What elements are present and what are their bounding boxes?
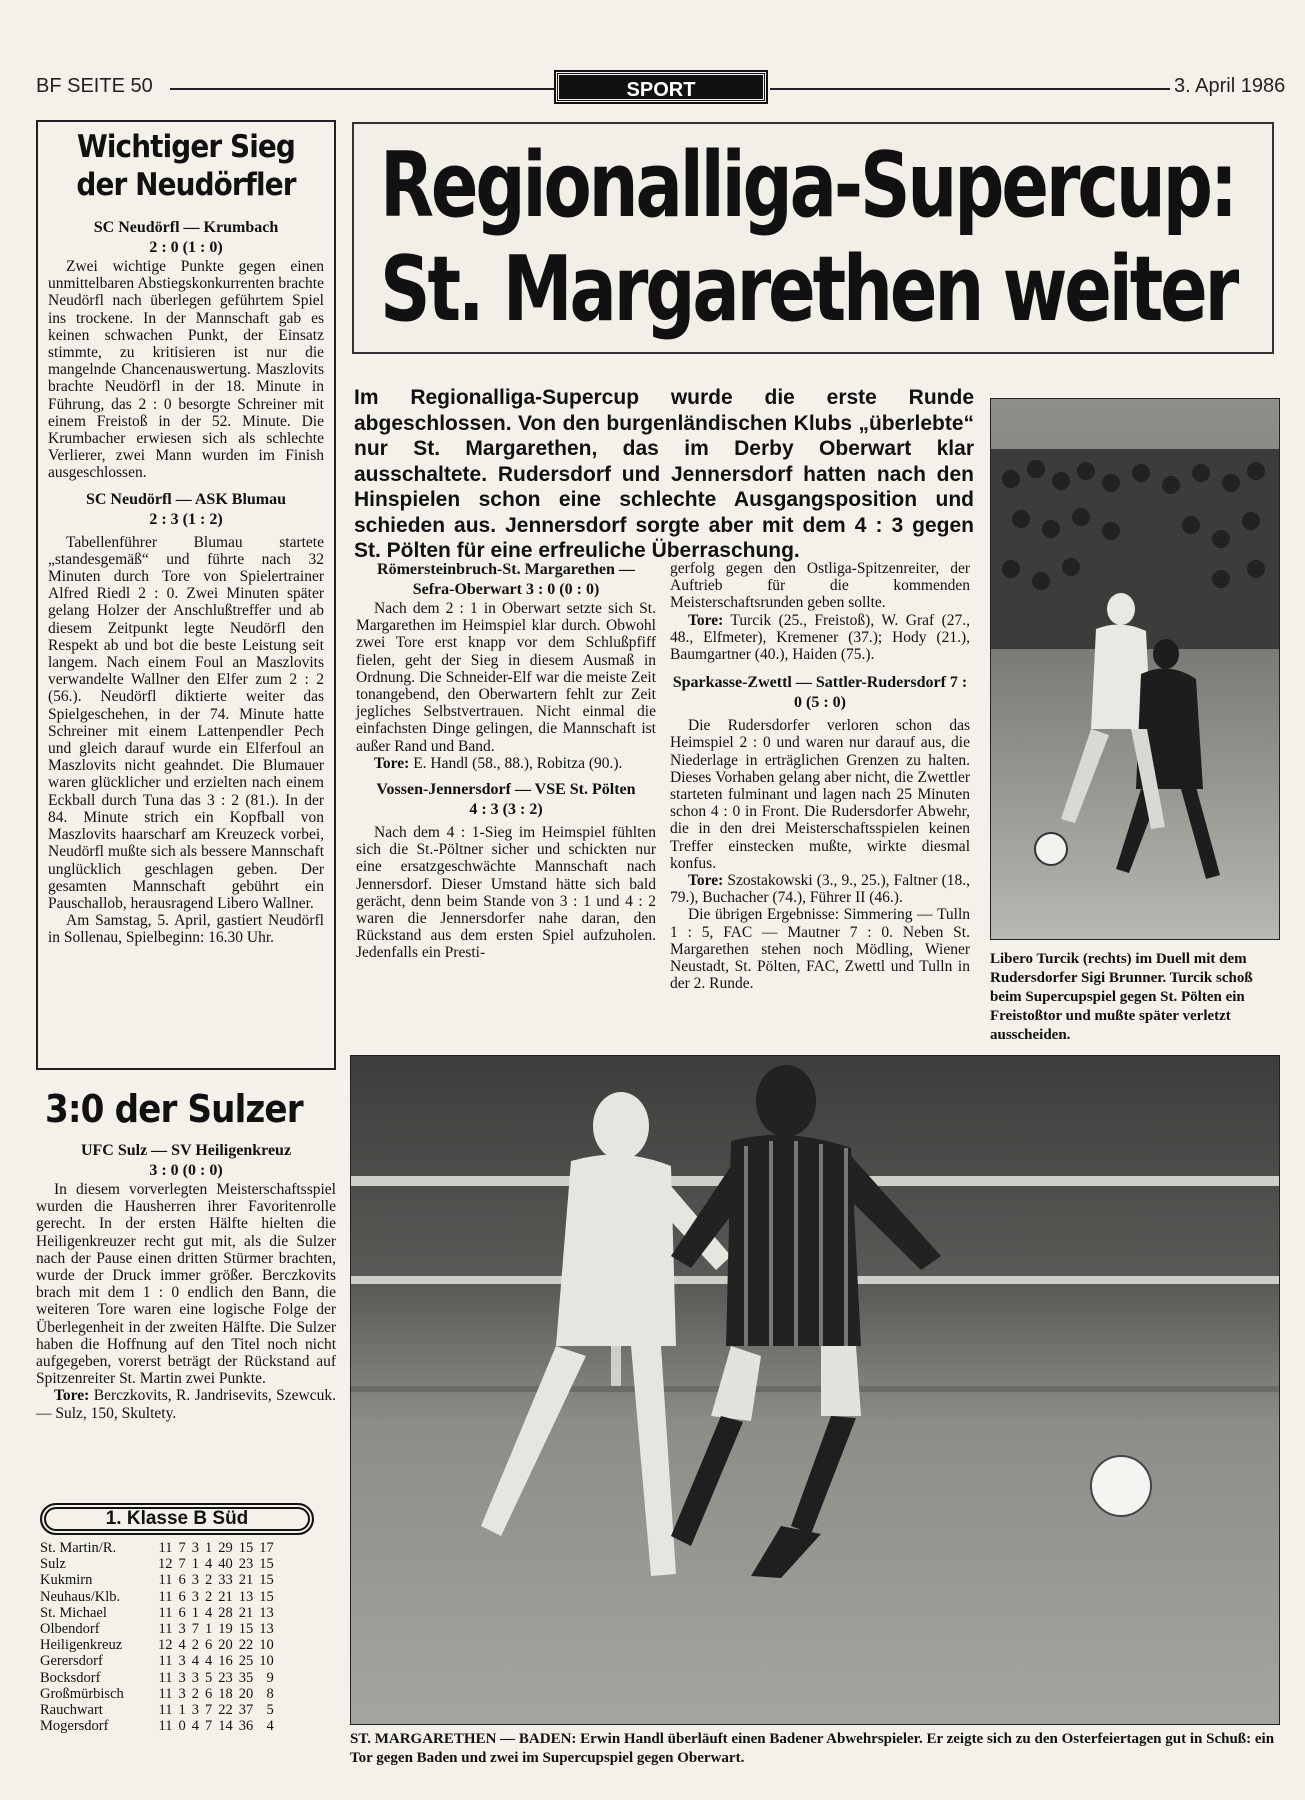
left-headline-1: Wichtiger Sieg <box>77 129 295 165</box>
standings-cell: 23 <box>218 1669 233 1686</box>
standings-cell: 1 <box>191 1556 199 1573</box>
match-c-text: Die Rudersdorfer verloren schon das Heimspiel 2 : 0 und waren nur darauf aus, die Niederlage in erträglichen Grenzen zu halten. Dieses Vorhaben gelang aber nicht, die Zwettler starteten fulminant und lagen nach 25 Minuten schon 4 : 0 in Front. Die Rudersdorfer Abwehr, die in den drei Meisterschaftsspielen keinen Treffer einstecken mußte, wirkte diesmal konfus. <box>670 717 970 872</box>
standings-cell: 25 <box>238 1653 254 1670</box>
standings-cell: 8 <box>266 1685 274 1702</box>
standings-row <box>40 1702 277 1718</box>
standings-table <box>40 1540 277 1734</box>
standings-cell: 10 <box>259 1637 274 1654</box>
standings-row <box>40 1653 277 1669</box>
main-headline-box <box>352 122 1274 354</box>
standings-row <box>40 1686 277 1702</box>
standings-cell: 12 <box>158 1556 173 1573</box>
main-column-2 <box>670 560 970 992</box>
photo-handl <box>350 1055 1280 1725</box>
standings-cell: 28 <box>218 1604 233 1621</box>
standings-cell: 3 <box>191 1702 199 1719</box>
standings-cell: 19 <box>218 1621 233 1638</box>
standings-cell: 10 <box>259 1653 274 1670</box>
standings-cell: 20 <box>238 1685 254 1702</box>
left-article-2 <box>36 1085 336 1422</box>
standings-cell: 15 <box>259 1572 274 1589</box>
photo-turcik-image <box>991 399 1279 939</box>
standings-cell: 1 <box>178 1702 186 1719</box>
standings-cell: 4 <box>205 1556 213 1573</box>
standings-cell: 2 <box>191 1685 199 1702</box>
photo-handl-image <box>351 1056 1279 1724</box>
standings-cell: 22 <box>238 1637 254 1654</box>
standings-team: St. Michael <box>40 1604 107 1621</box>
match2-score: 2 : 3 (1 : 2) <box>149 510 223 528</box>
match-b-title-2: 4 : 3 (3 : 2) <box>469 801 543 819</box>
standings-cell: 21 <box>218 1588 233 1605</box>
standings-cell: 20 <box>218 1637 233 1654</box>
standings-cell: 3 <box>178 1621 186 1638</box>
standings-cell: 6 <box>178 1572 186 1589</box>
standings-cell: 12 <box>158 1637 173 1654</box>
standings-title: 1. Klasse B Süd <box>40 1503 314 1535</box>
main-headline-line2: St. Margarethen weiter <box>380 237 1237 342</box>
standings-row <box>40 1718 277 1734</box>
standings-cell: 3 <box>191 1669 199 1686</box>
standings-cell: 11 <box>158 1718 173 1735</box>
standings-cell: 4 <box>191 1653 199 1670</box>
match1-score: 2 : 0 (1 : 0) <box>149 239 223 256</box>
standings-cell: 15 <box>238 1621 254 1638</box>
match-b-tore-label: Tore: <box>688 611 724 629</box>
standings-cell: 17 <box>259 1540 274 1556</box>
standings-team: Großmürbisch <box>40 1685 124 1702</box>
standings-team: Bocksdorf <box>40 1669 101 1686</box>
page-number: BF SEITE 50 <box>36 75 153 97</box>
standings-cell: 37 <box>238 1702 254 1719</box>
standings-row <box>40 1540 277 1556</box>
standings-cell: 33 <box>218 1572 233 1589</box>
standings-row <box>40 1637 277 1653</box>
sulz-match-title: UFC Sulz — SV Heiligenkreuz <box>80 1142 292 1159</box>
standings-team: St. Martin/R. <box>40 1540 117 1556</box>
standings-row <box>40 1670 277 1686</box>
sulz-tore <box>36 1387 336 1421</box>
standings-team: Sulz <box>40 1556 66 1573</box>
standings-cell: 3 <box>178 1685 186 1702</box>
header-rule-left <box>170 88 556 90</box>
standings-cell: 7 <box>178 1540 186 1556</box>
standings-row <box>40 1605 277 1621</box>
match-b-tore: Turcik (25., Freistoß), W. Graf (27., 48., Elfmeter), Kremener (37.); Hody (21.), Baumgartner (40.), Haiden (75.). <box>670 611 970 664</box>
standings-cell: 4 <box>178 1637 186 1654</box>
sulz-text: In diesem vorverlegten Meisterschaftsspiel wurden die Hausherren ihrer Favoritenrolle gerecht. In der ersten Hälfte hielten die Heiligenkreuzer recht gut mit, als die Sulzer nach der Pause einen dritten Stürmer brachten, wurde der Druck immer größer. Berczkovits brach mit dem 1 : 0 endlich den Bann, die weiteren Tore waren eine logische Folge der Überlegenheit in der zweiten Hälfte. Die Sulzer haben die Hoffnung auf den Titel noch nicht aufgegeben, vorerst beträgt der Rückstand auf Spitzenreiter St. Martin zwei Punkte. <box>36 1181 336 1388</box>
standings-cell: 40 <box>218 1556 233 1573</box>
standings-cell: 11 <box>158 1621 173 1638</box>
standings-cell: 1 <box>191 1604 199 1621</box>
standings-cell: 11 <box>158 1685 173 1702</box>
photo-turcik-caption: Libero Turcik (rechts) im Duell mit dem Rudersdorfer Sigi Brunner. Turcik schoß beim Supercupspiel gegen St. Pölten ein Freistoßtor und mußte später verletzt ausscheiden. <box>990 951 1253 1043</box>
standings-cell: 14 <box>218 1718 233 1735</box>
standings-cell: 29 <box>218 1540 233 1556</box>
standings-cell: 4 <box>205 1604 213 1621</box>
standings-cell: 11 <box>158 1540 173 1556</box>
standings-cell: 15 <box>259 1556 274 1573</box>
standings-cell: 36 <box>238 1718 254 1735</box>
standings-team: Heiligenkreuz <box>40 1637 123 1654</box>
main-column-1 <box>356 560 656 962</box>
standings-row <box>40 1572 277 1588</box>
match-a-title-1: Römersteinbruch-St. Margarethen — <box>377 561 635 578</box>
standings-cell: 7 <box>178 1556 186 1573</box>
standings-cell: 6 <box>205 1685 213 1702</box>
sulz-tore-label: Tore: <box>54 1387 90 1405</box>
standings-team: Rauchwart <box>40 1702 103 1719</box>
standings-cell: 2 <box>205 1572 213 1589</box>
match-c-title: Sparkasse-Zwettl — Sattler-Rudersdorf 7 : 0 (5 : 0) <box>672 674 968 712</box>
match1-title: SC Neudörfl — Krumbach <box>93 219 279 236</box>
match2-text: Tabellenführer Blumau startete „standesgemäß“ und führte nach 32 Minuten durch Tore von Spielertrainer Alfred Riedl 2 : 0. Zwei Minuten später gelang Holzer der Anschlußtreffer und ab diesem Zeitpunkt legte Neudörfl den Respekt ab und bot die beste Leistung seit langem. Nach einem Foul an Maszlovits verwandelte Wallner den Elfer zum 2 : 2 (56.). Neudörfl diktierte weiter das Spielgeschehen, in der 74. Minute hatte Schreiner mit einem Lattenpendler Pech und gleich darauf wurde ein Elferfoul an Maszlovits nicht geahndet. Die Blumauer waren glücklicher und erzielten nach einem Eckball durch Tuna das 3 : 2 (81.). In der 84. Minute strich ein Kopfball von Maszlovits haarscharf am Kreuzeck vorbei, Neudörfl mußte sich als bessere Mannschaft unglücklich geschlagen geben. Der gesamten Mannschaft gebührt ein Pauschallob, herausragend Libero Wallner. <box>48 533 324 912</box>
standings-cell: 15 <box>259 1588 274 1605</box>
standings-cell: 3 <box>178 1669 186 1686</box>
match1-text: Zwei wichtige Punkte gegen einen unmittelbaren Abstiegskonkurrenten brachte Neudörfl nach überlegen geführtem Spiel ins trockene. In der Mannschaft gab es keinen schwachen Punkt, der Einsatz stimmte, zu kritisieren ist nur die mangelnde Chancenauswertung. Maszlovits brachte Neudörfl in der 18. Minute in Führung, das 2 : 0 besorgte Schreiner mit einem Freistoß in der 52. Minute. Die Krumbacher erwiesen sich als schlechte Verlierer, zwei Mann wurden im Finish ausgeschlossen. <box>48 258 324 482</box>
standings-cell: 6 <box>205 1637 213 1654</box>
standings-cell: 35 <box>238 1669 254 1686</box>
standings-cell: 7 <box>205 1702 213 1719</box>
standings-row <box>40 1556 277 1572</box>
standings-row <box>40 1589 277 1605</box>
standings-cell: 11 <box>158 1702 173 1719</box>
standings-team: Olbendorf <box>40 1621 100 1638</box>
standings-cell: 2 <box>205 1588 213 1605</box>
match-c-tore: Szostakowski (3., 9., 25.), Faltner (18., 79.), Buchacher (74.), Führer II (46.). <box>670 872 970 907</box>
standings-team: Kukmirn <box>40 1572 93 1589</box>
standings-team: Mogersdorf <box>40 1718 109 1735</box>
standings-cell: 4 <box>266 1718 274 1735</box>
header-rule-right <box>770 88 1170 90</box>
standings-cell: 7 <box>191 1621 199 1638</box>
left-headline-2: der Neudörfler <box>76 167 296 203</box>
standings-cell: 21 <box>238 1572 254 1589</box>
match-a-text: Nach dem 2 : 1 in Oberwart setzte sich St. Margarethen im Heimspiel klar durch. Obwohl zwei Tore erst knapp vor dem Schlußpfiff fielen, geht der Sieg in diesem Ausmaß in Ordnung. Die Schneider-Elf war die meiste Zeit tonangebend, den Oberwartern fehlt zur Zeit jegliches Selbstvertrauen. Nicht einmal die einfachsten Dinge gelingen, die Mannschaft ist außer Rand und Band. <box>356 600 656 755</box>
match-a-tore-label: Tore: <box>374 754 410 772</box>
match-a-tore: E. Handl (58., 88.), Robitza (90.). <box>409 754 623 772</box>
standings-cell: 15 <box>238 1540 254 1556</box>
sulz-match-score: 3 : 0 (0 : 0) <box>149 1162 223 1179</box>
section-label: SPORT <box>556 72 766 102</box>
match-a-title-2: Sefra-Oberwart 3 : 0 (0 : 0) <box>412 581 600 598</box>
standings-cell: 3 <box>191 1540 199 1556</box>
main-headline-line1: Regionalliga-Supercup: <box>380 133 1235 238</box>
standings-cell: 13 <box>238 1588 254 1605</box>
other-results-text: Die übrigen Ergebnisse: Simmering — Tulln 1 : 5, FAC — Mautner 7 : 0. Neben St. Margarethen stehen noch Mödling, Wiener Neustadt, St. Pölten, FAC, Zwettl und Tulln in der 2. Runde. <box>670 906 970 993</box>
issue-date: 3. April 1986 <box>1174 75 1286 97</box>
standings-cell: 11 <box>158 1604 173 1621</box>
photo-handl-caption: ST. MARGARETHEN — BADEN: Erwin Handl überläuft einen Badener Abwehrspieler. Er zeigte sich zu den Osterfeiertagen gut in Schuß: ein Tor gegen Baden und zwei im Supercupspiel gegen Oberwart. <box>350 1731 1275 1766</box>
standings-cell: 4 <box>205 1653 213 1670</box>
match-b-title-1: Vossen-Jennersdorf — VSE St. Pölten <box>376 781 636 799</box>
standings-cell: 11 <box>158 1653 173 1670</box>
match-c-tore-label: Tore: <box>688 872 724 890</box>
standings-cell: 4 <box>191 1718 199 1735</box>
standings-cell: 3 <box>178 1653 186 1670</box>
left-article-box <box>36 120 336 1070</box>
standings-cell: 13 <box>259 1604 274 1621</box>
sulz-headline: 3:0 der Sulzer <box>45 1087 303 1131</box>
standings-cell: 7 <box>205 1718 213 1735</box>
standings-cell: 5 <box>205 1669 213 1686</box>
standings-team: Neuhaus/Klb. <box>40 1588 121 1605</box>
standings-cell: 5 <box>266 1702 274 1719</box>
standings-cell: 22 <box>218 1702 233 1719</box>
standings-cell: 21 <box>238 1604 254 1621</box>
lead-paragraph: Im Regionalliga-Supercup wurde die erste Runde abgeschlossen. Von den burgenländischen Klubs „überlebte“ nur St. Margarethen, das im Derby Oberwart klar ausschaltete. Rudersdorf und Jennersdorf hatten nach den Hinspielen schon eine schlechte Ausgangsposition und schieden aus. Jennersdorf sorgte aber mit dem 4 : 3 gegen St. Pölten für eine erfreuliche Überraschung. <box>354 386 974 562</box>
standings-cell: 13 <box>259 1621 274 1638</box>
standings-cell: 11 <box>158 1669 173 1686</box>
standings-cell: 2 <box>191 1637 199 1654</box>
standings-cell: 1 <box>205 1540 213 1556</box>
match2-title: SC Neudörfl — ASK Blumau <box>85 490 287 508</box>
standings-team: Gerersdorf <box>40 1653 103 1670</box>
photo-turcik <box>990 398 1280 940</box>
match2-text-2: Am Samstag, 5. April, gastiert Neudörfl in Sollenau, Spielbeginn: 16.30 Uhr. <box>48 912 324 947</box>
sulz-tore-text: Berczkovits, R. Jandrisevits, Szewcuk. — Sulz, 150, Skultety. <box>36 1387 336 1422</box>
standings-cell: 6 <box>178 1588 186 1605</box>
standings-row <box>40 1621 277 1637</box>
standings-cell: 0 <box>178 1718 186 1735</box>
match-b-text: Nach dem 4 : 1-Sieg im Heimspiel fühlten sich die St.-Pöltner sicher und schickten nur eine ersatzgeschwächte Mannschaft nach Jennersdorf. Dieser Umstand hätte sich bald gerächt, denn beim Stande von 3 : 1 und 4 : 2 waren die Jennersdorfer nahe daran, den Rückstand aus dem ersten Spiel aufzuholen. Jedenfalls ein Presti- <box>356 824 656 962</box>
standings-table-wrap <box>40 1540 330 1734</box>
standings-cell: 3 <box>191 1588 199 1605</box>
match-b-text-cont: gerfolg gegen den Ostliga-Spitzenreiter, der Auftrieb für die kommenden Meisterschaftsrunden geben sollte. <box>670 560 970 612</box>
standings-cell: 9 <box>266 1669 274 1686</box>
standings-cell: 6 <box>178 1604 186 1621</box>
standings-cell: 11 <box>158 1588 173 1605</box>
standings-cell: 3 <box>191 1572 199 1589</box>
standings-cell: 18 <box>218 1685 233 1702</box>
standings-cell: 1 <box>205 1621 213 1638</box>
standings-cell: 11 <box>158 1572 173 1589</box>
standings-cell: 23 <box>238 1556 254 1573</box>
standings-cell: 16 <box>218 1653 233 1670</box>
